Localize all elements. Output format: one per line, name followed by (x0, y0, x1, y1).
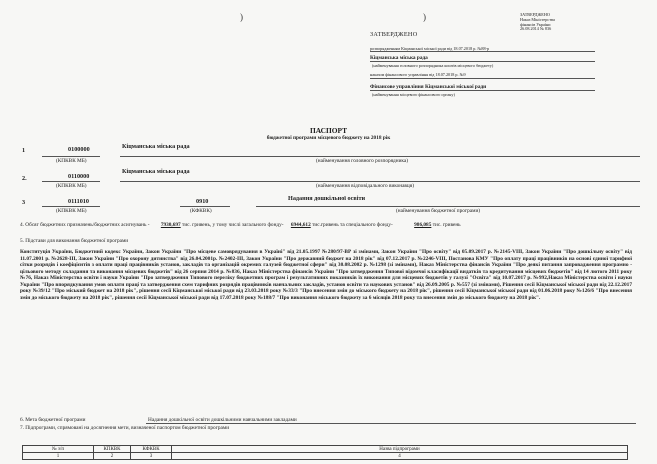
table-cell: 3 (131, 453, 172, 460)
general-fund-amount: 6944,612 (290, 222, 311, 228)
budget-volume-unit: тис. гривень (432, 222, 461, 228)
divider (256, 206, 640, 207)
row-number: 2. (22, 175, 27, 182)
program-goal: Надання дошкільної освіти дошкільними навчальними закладами (148, 417, 297, 423)
subprograms-table (22, 445, 628, 460)
table-header-cell: № з/п (23, 446, 94, 453)
corner-line: ЗАТВЕРДЖЕНО (520, 12, 550, 17)
section-6-label: 6. Мета бюджетної програми (20, 417, 86, 423)
budget-volume-mid2: тис.гривень та спеціального фонду- (312, 222, 393, 228)
divider (120, 181, 640, 182)
divider (42, 181, 100, 182)
name-caption: (найменування головного розпорядника) (316, 158, 409, 164)
corner-line: 26.08.2014 № 836 (520, 26, 552, 32)
table-header-cell: КПКВК (94, 446, 131, 453)
table-header-cell: КФКВК (131, 446, 172, 453)
kpkvk-code: 0111010 (68, 198, 89, 205)
divider (120, 156, 640, 157)
code-caption: (КПКВК МБ) (56, 158, 87, 164)
divider (146, 423, 636, 424)
table-header-cell: Назва підпрограми (172, 446, 628, 453)
divider (370, 90, 595, 91)
divider (370, 61, 595, 62)
table-header-row (23, 446, 628, 453)
program-org-name: Кіцманська міська рада (122, 143, 190, 150)
corner-line: фінансів України (520, 21, 551, 27)
scan-mark: ) (240, 12, 243, 22)
divider (370, 51, 595, 52)
budget-volume-line (20, 222, 461, 228)
approval-title: ЗАТВЕРДЖЕНО (370, 31, 418, 38)
corner-approval-block (520, 13, 555, 32)
kpkvk-code: 0110000 (68, 173, 90, 180)
legal-basis-paragraph: Конституція України, Бюджетний кодекс України, Закон України "Про місцеве самоврядування в Україні" від 21.05.1997 №280/97-ВР зі змінами, Закон України "Про освіту" від 05.09.2017 р. №2145-VIII, Закон України "Про дошкільну освіту" від 11.07.2001 р. №2628-III, Закон України "Про охорону дитинства" від 26.04.2001р. №2402-III, Закон України "Про державний бюджет на 2018 рік" від 07.12.2017 р. №2246-VIII, Постанова КМУ "Про оплату праці працівників на основі єдиної тарифної сітки розрядів і коефіцієнтів з оплати праці працівників установ, закладів та організацій окремих галузей бюджетної сфери" від 30.08.2002 р. №1298 (зі змінами), Наказ Міністерства фінансів України "Про деякі питання запровадження програмно - цільового методу складання та виконання місцевих бюджетів" від 26 серпня 2014 р. №836, Наказ Міністерства фінансів України "Про затвердження Типової відомчої класифікації видатків та кредитування місцевих бюджетів" від 14 лютого 2011 року №76, Наказ Міністерства освіти і науки України "Про затвердження Типового переліку бюджетних програм і результативних показників їх виконання для місцевих бюджетів у галузі "Освіта" від 10.07.2017 р. №992,Наказ Міністерства освіти і науки України "Про впорядкування умов оплати праці та затвердження схем тарифних розрядів працівників навчальних закладів, установ освіти та наукових установ" від 26.09.2005 р. №557 (зі змінами), Рішення сесії Кіцманської міської ради від 22.12.2017 року №39/12 "Про міський бюджет на 2018 рік", рішення сесії Кіцманської міської ради від 23.03.2018 року №33/3 "Про внесення змін до міського бюджету на 2018 рік", рішення сесії Кіцманської міської ради від 01.06.2018 року №126/6 "Про внесення змін до міського бюджету на 2018 рік", рішення сесії Кіцманської міської ради від 17.07.2018 року №188/7 "Про виконання міського бюджету за 6 місяців 2018 року та внесення змін до міського бюджету на 2018 рік". (20, 249, 632, 301)
code-caption: (КПКВК МБ) (56, 208, 87, 214)
kfkvk-caption: (КФКВК) (190, 208, 212, 214)
name-caption: (найменування бюджетної програми) (396, 208, 481, 214)
divider (42, 156, 100, 157)
row-number: 3 (22, 199, 26, 206)
divider (180, 206, 230, 207)
approval-order-2: наказом фінансового управління від 18.07.2018 р. №9 (370, 72, 466, 77)
program-name: Надання дошкільної освіти (288, 195, 366, 202)
section-7-title: 7. Підпрограми, спрямовані на досягнення мети, визначеної паспортом бюджетної програми (20, 425, 230, 431)
budget-volume-label: 4. Обсяг бюджетних призначень/бюджетних асигнувань - (20, 222, 150, 228)
kfkvk-code: 0910 (196, 198, 209, 205)
total-amount: 7930,697 (160, 222, 181, 228)
corner-line: Наказ Міністерства (520, 16, 555, 22)
table-cell: 2 (94, 453, 131, 460)
table-cell: 4 (172, 453, 628, 460)
special-fund-amount: 986,085 (414, 222, 432, 228)
table-row (23, 453, 628, 460)
scan-mark: ) (423, 12, 426, 22)
document-title: ПАСПОРТ (309, 126, 348, 135)
row-number: 1 (22, 147, 26, 154)
approval-org-1: Кіцманська міська рада (370, 55, 428, 61)
kpkvk-code: 0100000 (68, 146, 90, 153)
approval-org-2: Фінансове управління Кіцманської міської ради (370, 84, 487, 90)
budget-volume-mid: тис. гривень, у тому числі загального фонду- (182, 222, 284, 228)
code-caption: (КПКВК МБ) (56, 183, 87, 189)
table-cell: 1 (23, 453, 94, 460)
divider (370, 78, 595, 79)
program-org-name: Кіцманська міська рада (122, 168, 190, 175)
approval-order-1: розпорядженням Кіцманської міської ради від 18.07.2018 р. №88-р (370, 46, 490, 51)
approval-org-2-caption: (найменування місцевого фінансового органу) (372, 92, 455, 97)
divider (42, 206, 100, 207)
approval-org-1-caption: (найменування головного розпорядника коштів місцевого бюджету) (372, 63, 494, 68)
name-caption: (найменування відповідального виконавця) (316, 183, 414, 189)
document-subtitle: бюджетної програми місцевого бюджету на 2018 рік (266, 135, 391, 141)
section-5-title: 5. Підстави для виконання бюджетної програми (20, 238, 129, 244)
